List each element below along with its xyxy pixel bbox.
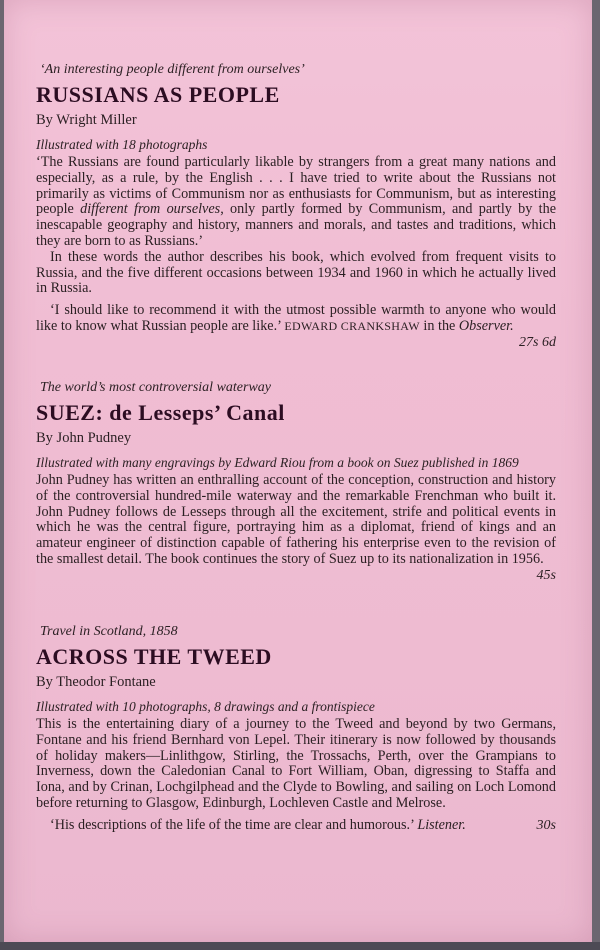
text-span: , only partly formed by Communism, and partly by the inescapable geography and history, manners and morals, and tastes and traditions, which they are born to as Russians.’ xyxy=(36,201,557,249)
book-author: By John Pudney xyxy=(36,430,132,446)
price: 45s xyxy=(536,567,556,583)
description-paragraph: This is the entertaining diary of a journey to the Tweed and beyond by two Germans, Fontane and his friend Bernhard von Lepel. Their itinerary is now followed by thousands of holiday makers—Linlithgow, Stirling, the Trossachs, Perth, over the Grampians to Inverness, down the Caledonian Canal to Fort William, Oban, digressing to Staffa and Iona, and by Crinan, Lochgilphead and the Clyde to Bowling, and sailing on Loch Lomond before returning to Glasgow, Edinburgh, Lochleven Castle and Melrose. xyxy=(36,716,556,811)
jacket-bottom-edge xyxy=(0,942,600,950)
text-span: ‘His descriptions of the life of the time are clear and humorous.’ xyxy=(50,816,418,833)
book-author: By Wright Miller xyxy=(36,112,137,128)
review-quote xyxy=(36,302,556,350)
text-span: in the xyxy=(419,317,459,334)
price: 30s xyxy=(536,817,556,833)
book-entry-tweed xyxy=(36,624,556,834)
book-entry-suez xyxy=(36,380,556,584)
reviewer-name: EDWARD CRANKSHAW xyxy=(284,318,420,333)
description-paragraph xyxy=(36,472,556,583)
publication-name: Observer. xyxy=(458,317,514,334)
book-entry-russians xyxy=(36,62,556,351)
book-title: RUSSIANS AS PEOPLE xyxy=(36,82,280,107)
illustration-note: Illustrated with many engravings by Edward Riou from a book on Suez published in 1869 xyxy=(36,455,519,470)
illustration-note: Illustrated with 18 photographs xyxy=(36,137,208,152)
tagline: Travel in Scotland, 1858 xyxy=(40,624,178,639)
illustration-note: Illustrated with 10 photographs, 8 drawings and a frontispiece xyxy=(36,699,375,714)
text-span: ‘The Russians are found particularly likable by strangers from a great many nations and especially, as a rule, by the English . . . I have tried to write about the Russians not primarily as victims of Communism nor as enthusiasts for Communism, but as interesting people xyxy=(36,154,556,218)
description-paragraph: In these words the author describes his book, which evolved from frequent visits to Russia, and the five different occasions between 1934 and 1960 in which he actually lived in Russia. xyxy=(36,248,556,297)
text-span: John Pudney has written an enthralling account of the conception, construction and history of the controversial hundred-mile waterway and the remarkable Frenchman who built it. John Pudney follows de Lesseps through all the excitement, strife and political events in which he was the central figure, portraying him as a diplomat, friend of kings and an amateur engineer of distinction capable of fathering his enterprise even to the revision of the smallest detail. The book continues the story of Suez up to its nationalization in 1956. xyxy=(36,472,556,567)
book-jacket-back xyxy=(4,0,592,942)
text-span: ‘I should like to recommend it with the utmost possible warmth to anyone who would like to know what Russian people are like.’ xyxy=(36,302,556,334)
review-quote xyxy=(36,818,556,834)
publication-name: Listener. xyxy=(417,816,466,833)
tagline: The world’s most controversial waterway xyxy=(40,380,272,395)
tagline: ‘An interesting people different from ourselves’ xyxy=(40,62,305,77)
book-title: SUEZ: de Lesseps’ Canal xyxy=(36,400,285,425)
description-paragraph xyxy=(36,155,556,250)
book-author: By Theodor Fontane xyxy=(36,674,156,690)
book-title: ACROSS THE TWEED xyxy=(36,644,272,669)
text-emphasis: different from ourselves xyxy=(80,201,221,218)
price: 27s 6d xyxy=(519,334,556,350)
